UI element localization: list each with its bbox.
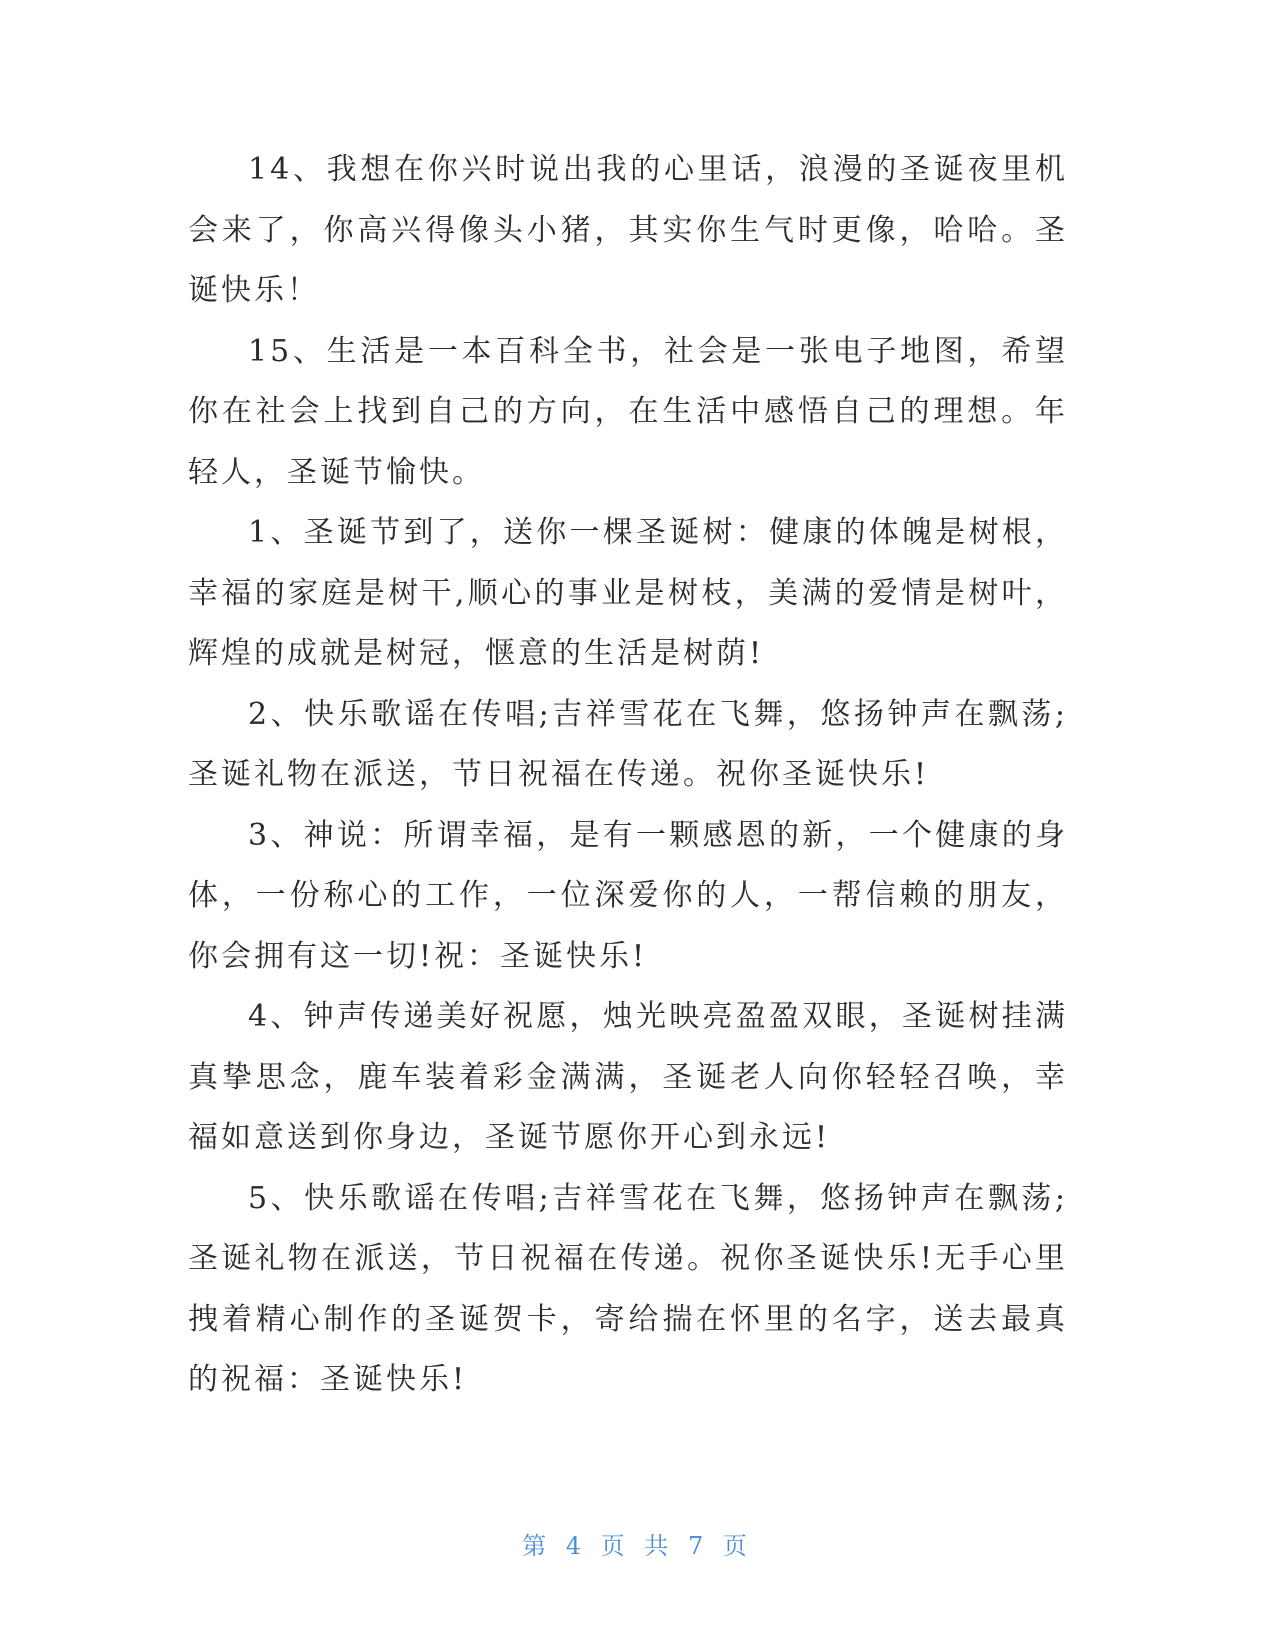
- paragraph-5: 5、快乐歌谣在传唱;吉祥雪花在飞舞，悠扬钟声在飘荡;圣诞礼物在派送，节日祝福在传递。祝你圣诞快乐!无手心里拽着精心制作的圣诞贺卡，寄给揣在怀里的名字，送去最真的祝福：圣诞快乐!: [188, 1180, 1068, 1397]
- paragraph-14: 14、我想在你兴时说出我的心里话，浪漫的圣诞夜里机会来了，你高兴得像头小猪，其实你生气时更像，哈哈。圣诞快乐！: [188, 152, 1068, 308]
- paragraph-15: 15、生活是一本百科全书，社会是一张电子地图，希望你在社会上找到自己的方向，在生活中感悟自己的理想。年轻人，圣诞节愉快。: [188, 333, 1068, 490]
- document-body: [188, 140, 1068, 1411]
- paragraph-4: 4、钟声传递美好祝愿，烛光映亮盈盈双眼，圣诞树挂满真挚思念，鹿车装着彩金满满，圣诞老人向你轻轻召唤，幸福如意送到你身边，圣诞节愿你开心到永远!: [188, 999, 1068, 1155]
- paragraph-1: 1、圣诞节到了，送你一棵圣诞树：健康的体魄是树根，幸福的家庭是树干,顺心的事业是树枝，美满的爱情是树叶，辉煌的成就是树冠，惬意的生活是树荫!: [188, 515, 1068, 671]
- paragraph-2: 2、快乐歌谣在传唱;吉祥雪花在飞舞，悠扬钟声在飘荡;圣诞礼物在派送，节日祝福在传递。祝你圣诞快乐!: [188, 696, 1068, 792]
- paragraph-3: 3、神说：所谓幸福，是有一颗感恩的新，一个健康的身体，一份称心的工作，一位深爱你的人，一帮信赖的朋友，你会拥有这一切!祝：圣诞快乐!: [188, 817, 1068, 974]
- page-number-footer: 第 4 页 共 7 页: [522, 1532, 753, 1560]
